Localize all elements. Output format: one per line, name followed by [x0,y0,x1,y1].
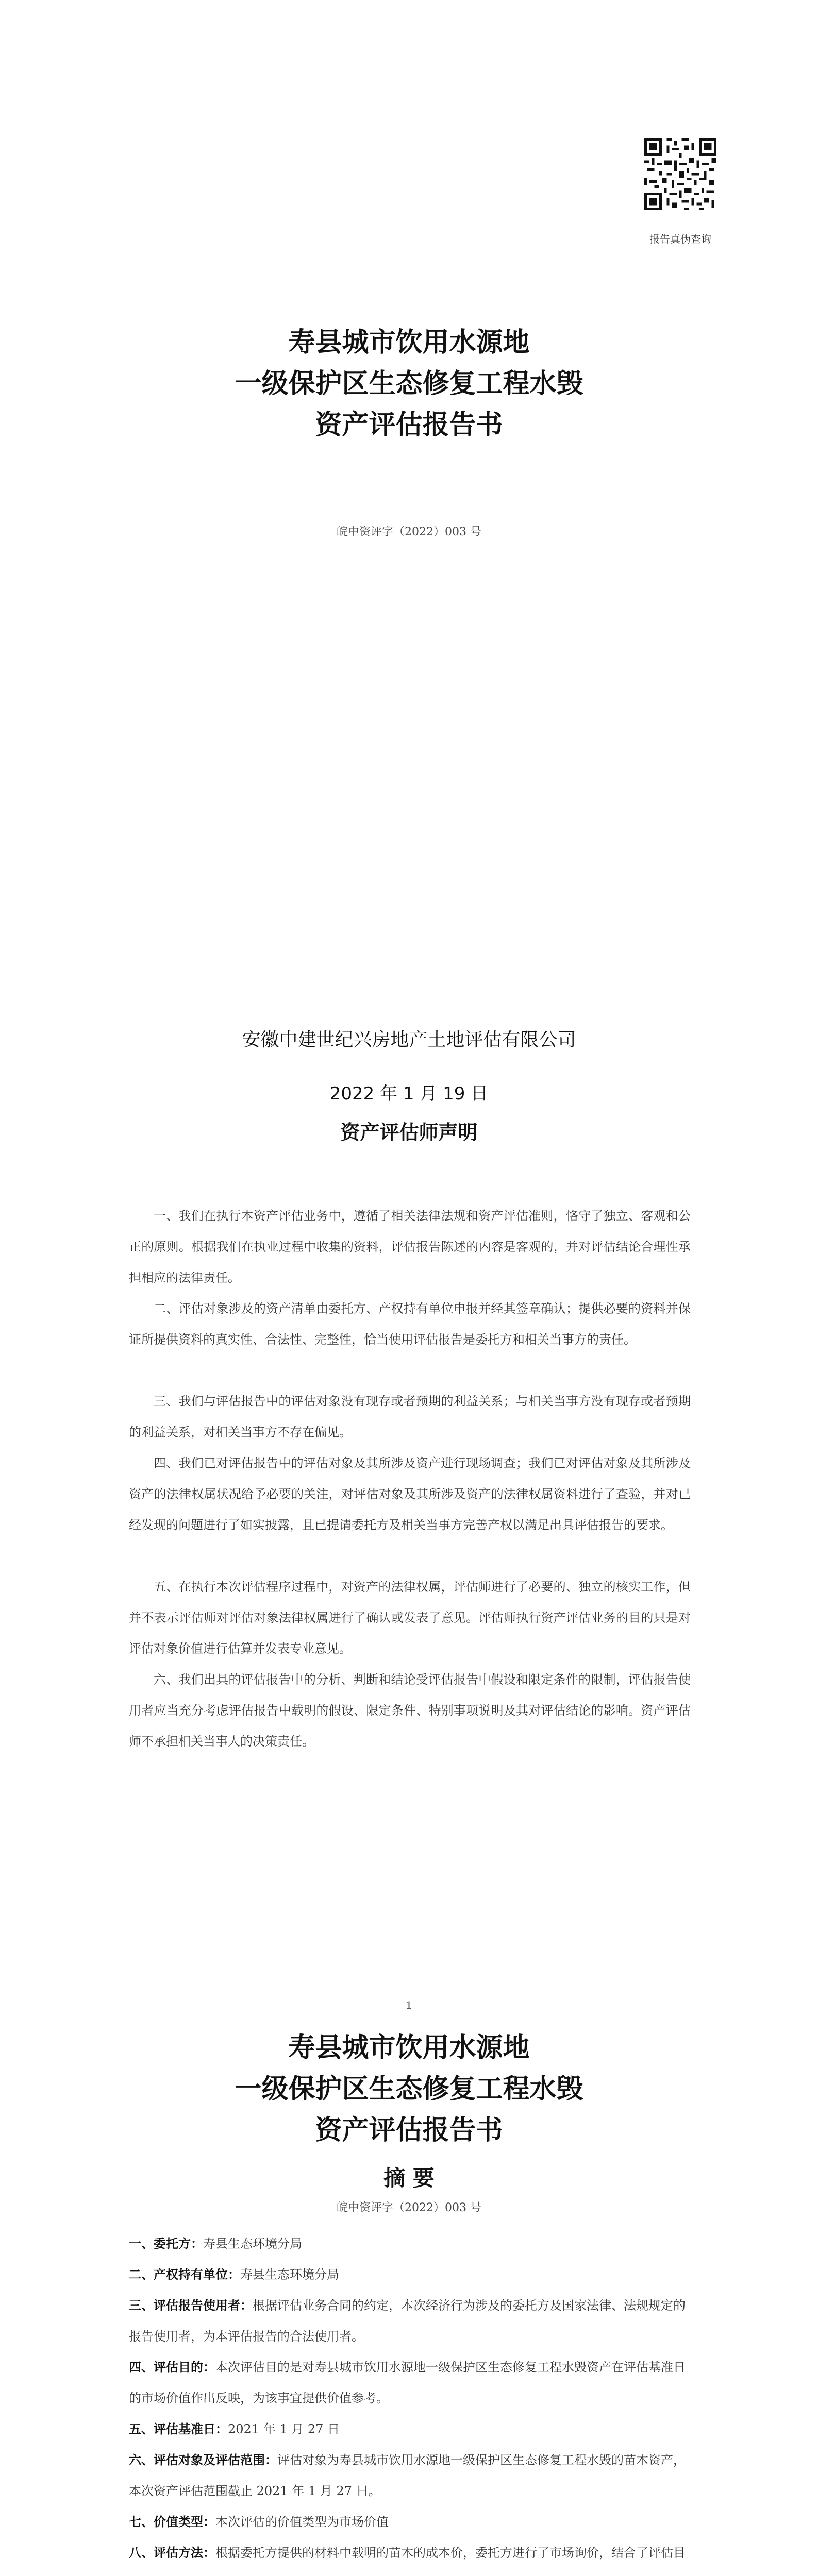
item-text: 根据评估业务合同的约定，本次经济行为涉及的委托方及国家法律、法规规定的报告使用者，为本评估报告的合法使用者。 [129,2298,686,2344]
summary-doc-number: 皖中资评字（2022）003 号 [337,2201,481,2214]
summary-title-line-3: 资产评估报告书 [315,2115,503,2146]
item-text: 本次评估的价值类型为市场价值 [215,2515,389,2529]
qr-code-icon [644,138,716,210]
summary-item-value-type [129,2506,691,2537]
qr-caption: 报告真伪查询 [649,233,711,245]
declaration-paragraph-3: 三、我们与评估报告中的评估对象没有现存或者预期的利益关系；与相关当事方没有现存或者预期的利益关系，对相关当事方不存在偏见。 [129,1394,691,1439]
summary-item-scope [129,2445,691,2506]
item-label: 二、产权持有单位： [129,2267,240,2282]
item-label: 六、评估对象及评估范围： [129,2453,277,2467]
declaration-paragraph-5: 五、在执行本次评估程序过程中，对资产的法律权属，评估师进行了必要的、独立的核实工作，但并不表示评估师对评估对象法律权属进行了确认或发表了意见。评估师执行资产评估业务的目的只是对评估对象价值进行估算并发表专业意见。 [129,1580,691,1656]
declaration-heading: 资产评估师声明 [340,1121,478,1144]
item-label: 四、评估目的： [129,2360,215,2375]
item-text: 本次评估目的是对寿县城市饮用水源地一级保护区生态修复工程水毁资产在评估基准日的市场价值作出反映，为该事宜提供价值参考。 [129,2360,686,2405]
summary-item-method [129,2537,691,2576]
page-number-1: 1 [406,1999,412,2011]
item-label: 八、评估方法： [129,2546,215,2560]
item-text: 评估对象为寿县城市饮用水源地一级保护区生态修复工程水毁的苗木资产，本次资产评估范围截止 2021 年 1 月 27 日。 [129,2453,686,2498]
item-label: 五、评估基准日： [129,2422,228,2436]
declaration-paragraph-6: 六、我们出具的评估报告中的分析、判断和结论受评估报告中假设和限定条件的限制，评估报告使用者应当充分考虑评估报告中载明的假设、限定条件、特别事项说明及其对评估结论的影响。资产评估师不承担相关当事人的决策责任。 [129,1672,691,1749]
summary-item-users [129,2290,691,2352]
cover-doc-number: 皖中资评字（2022）003 号 [337,526,481,538]
cover-title-line-3: 资产评估报告书 [315,410,503,440]
item-label: 三、评估报告使用者： [129,2298,253,2313]
item-label: 七、价值类型： [129,2515,215,2529]
item-text: 根据委托方提供的材料中载明的苗木的成本价，委托方进行了市场询价，结合了评估目 [215,2546,686,2560]
declaration-paragraph-2: 二、评估对象涉及的资产清单由委托方、产权持有单位申报并经其签章确认；提供必要的资料并保证所提供资料的真实性、合法性、完整性，恰当使用评估报告是委托方和相关当事方的责任。 [129,1301,691,1347]
item-label: 一、委托方： [129,2236,203,2251]
summary-item-owner [129,2259,691,2290]
summary-title-line-2: 一级保护区生态修复工程水毁 [235,2074,583,2105]
item-text: 寿县生态环境分局 [240,2267,339,2282]
summary-heading: 摘 要 [383,2165,435,2191]
cover-title-line-2: 一级保护区生态修复工程水毁 [235,368,583,399]
company-name: 安徽中建世纪兴房地产土地评估有限公司 [242,1029,576,1050]
declaration-paragraph-4: 四、我们已对评估报告中的评估对象及其所涉及资产进行现场调查；我们已对评估对象及其所涉及资产的法律权属状况给予必要的关注，对评估对象及其所涉及资产的法律权属资料进行了查验，并对已经发现的问题进行了如实披露，且已提请委托方及相关当事方完善产权以满足出具评估报告的要求。 [129,1456,691,1532]
declaration-paragraph-1: 一、我们在执行本资产评估业务中，遵循了相关法律法规和资产评估准则，恪守了独立、客观和公正的原则。根据我们在执业过程中收集的资料，评估报告陈述的内容是客观的，并对评估结论合理性承担相应的法律责任。 [129,1209,691,1285]
item-text: 寿县生态环境分局 [203,2236,302,2251]
summary-item-base-date [129,2414,691,2445]
summary-item-purpose [129,2352,691,2414]
summary-title-line-1: 寿县城市饮用水源地 [288,2032,530,2063]
cover-title-line-1: 寿县城市饮用水源地 [288,327,530,358]
item-text: 2021 年 1 月 27 日 [228,2422,340,2436]
summary-item-client [129,2228,691,2259]
report-date: 2022 年 1 月 19 日 [329,1083,489,1104]
